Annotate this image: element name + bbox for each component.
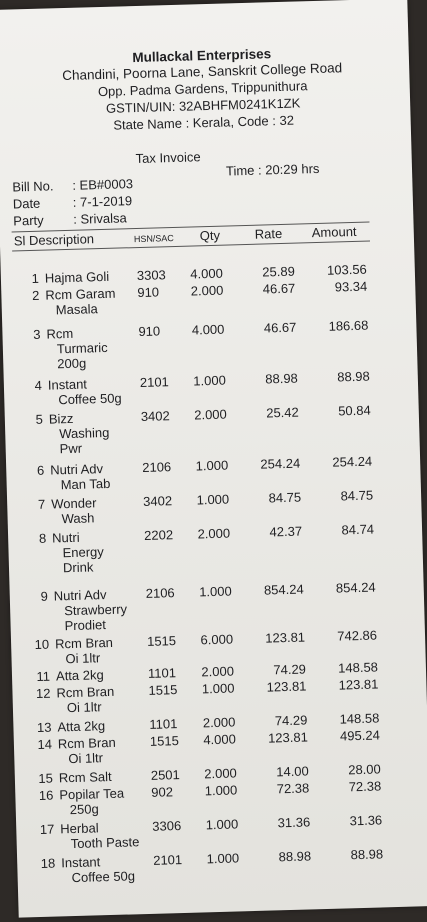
item-description-line: Coffee 50g xyxy=(58,390,122,408)
item-hsn: 3306 xyxy=(152,818,182,834)
item-qty: 2.000 xyxy=(202,714,236,731)
item-description-line: Rcm Bran xyxy=(56,683,115,701)
item-rate: 854.24 xyxy=(263,581,304,598)
item-rate: 123.81 xyxy=(265,629,306,646)
item-description xyxy=(58,734,149,767)
item-description-line: Oi 1ltr xyxy=(66,699,102,716)
item-row xyxy=(10,578,424,634)
item-description-line: Man Tab xyxy=(60,475,111,493)
item-hsn: 2101 xyxy=(153,852,183,868)
item-sl: 14 xyxy=(37,736,53,753)
item-amount: 123.81 xyxy=(338,676,379,693)
column-hsn: HSN/SAC xyxy=(133,233,174,245)
item-amount: 28.00 xyxy=(348,761,381,778)
item-rate: 254.24 xyxy=(260,455,301,472)
item-description-line: Instant xyxy=(47,376,88,393)
item-qty: 1.000 xyxy=(205,816,239,833)
item-description-line: Nutri Adv xyxy=(50,461,104,478)
item-rate: 72.38 xyxy=(276,780,310,797)
item-qty: 1.000 xyxy=(206,850,240,867)
item-amount: 93.34 xyxy=(334,278,368,295)
item-rate: 84.75 xyxy=(268,489,302,506)
item-sl: 6 xyxy=(36,462,45,478)
item-amount: 254.24 xyxy=(332,453,373,470)
item-description-line: Instant xyxy=(61,854,101,871)
item-amount: 88.98 xyxy=(337,368,370,385)
item-rate: 25.89 xyxy=(262,263,296,280)
item-description xyxy=(52,528,143,575)
item-description xyxy=(61,853,152,886)
item-hsn: 2501 xyxy=(150,767,180,783)
state-name: State Name : Kerala, Code : 32 xyxy=(113,112,295,133)
item-rate: 88.98 xyxy=(265,370,299,387)
item-hsn: 1515 xyxy=(149,733,180,749)
item-hsn: 2106 xyxy=(145,585,175,601)
item-hsn: 3402 xyxy=(140,408,170,424)
item-description xyxy=(59,768,149,786)
item-sl: 2 xyxy=(31,287,40,303)
item-hsn: 2101 xyxy=(139,374,169,391)
item-amount: 148.58 xyxy=(339,710,380,727)
item-description-line: Energy xyxy=(62,544,104,561)
item-description-line: 200g xyxy=(57,355,87,372)
item-hsn: 1101 xyxy=(147,665,177,681)
item-hsn: 902 xyxy=(151,784,174,800)
item-description-line: Coffee 50g xyxy=(71,868,136,886)
item-amount: 186.68 xyxy=(328,317,369,334)
item-description xyxy=(45,268,135,286)
item-description-line: Oi 1ltr xyxy=(65,650,101,667)
item-sl: 13 xyxy=(36,719,52,736)
address-line-1: Chandini, Poorna Lane, Sanskrit College Road xyxy=(62,60,343,84)
item-description-line: Rcm xyxy=(46,325,74,342)
item-rate: 74.29 xyxy=(273,661,307,678)
item-rate: 123.81 xyxy=(267,729,309,746)
item-description-line: Drink xyxy=(62,559,94,576)
column-sl-description: Sl Description xyxy=(13,231,95,249)
item-qty: 1.000 xyxy=(193,372,227,389)
item-description-line: Bizz xyxy=(48,410,74,427)
company-name: Mullackal Enterprises xyxy=(132,46,272,66)
item-description xyxy=(45,285,136,318)
item-description xyxy=(51,494,142,527)
bill-label: Bill No. xyxy=(12,178,54,195)
item-description xyxy=(57,717,147,735)
item-description-line: Wonder xyxy=(51,495,97,512)
item-description xyxy=(60,819,151,852)
item-amount: 742.86 xyxy=(337,627,378,644)
item-description-line: Turmaric xyxy=(56,339,108,357)
item-description-line: Rcm Bran xyxy=(54,634,114,652)
column-amount: Amount xyxy=(311,223,357,241)
item-description-line: 250g xyxy=(69,801,99,818)
item-hsn: 910 xyxy=(137,284,160,301)
item-rate: 14.00 xyxy=(276,763,309,780)
item-rate: 42.37 xyxy=(269,523,303,540)
item-amount: 84.74 xyxy=(341,521,375,538)
item-description xyxy=(56,666,146,684)
item-description xyxy=(55,634,146,667)
item-qty: 1.000 xyxy=(204,782,238,799)
address-line-2: Opp. Padma Gardens, Trippunithura xyxy=(97,78,308,100)
item-amount: 495.24 xyxy=(339,727,381,744)
party-value: : Srivalsa xyxy=(73,210,127,227)
item-description xyxy=(48,375,139,408)
item-description-line: Prodiet xyxy=(64,617,107,634)
item-hsn: 1515 xyxy=(148,682,178,698)
item-sl: 16 xyxy=(38,787,54,803)
item-amount: 148.58 xyxy=(337,659,379,676)
item-description-line: Washing xyxy=(59,424,110,442)
item-rate: 46.67 xyxy=(262,280,296,297)
item-description-line: Rcm Garam xyxy=(45,285,116,303)
item-row xyxy=(2,316,416,372)
date-value: : 7-1-2019 xyxy=(72,193,133,210)
item-amount: 854.24 xyxy=(335,579,376,596)
item-sl: 9 xyxy=(40,588,49,604)
item-description-line: Herbal xyxy=(60,820,99,837)
item-description-line: Oi 1ltr xyxy=(68,750,104,767)
item-sl: 4 xyxy=(34,377,43,393)
item-description-line: Masala xyxy=(55,301,98,318)
item-qty: 4.000 xyxy=(190,265,224,282)
item-qty: 4.000 xyxy=(203,731,237,748)
item-hsn: 3402 xyxy=(142,493,173,509)
item-qty: 1.000 xyxy=(201,680,235,697)
item-hsn: 1515 xyxy=(146,633,177,649)
item-hsn: 1101 xyxy=(149,716,178,732)
item-description-line: Popilar Tea xyxy=(59,785,125,803)
item-description xyxy=(59,785,150,818)
item-amount: 103.56 xyxy=(326,261,367,278)
item-qty: 4.000 xyxy=(191,321,225,338)
item-description-line: Pwr xyxy=(59,440,83,457)
date-label: Date xyxy=(12,195,41,212)
item-hsn: 2106 xyxy=(142,459,172,475)
item-rate: 25.42 xyxy=(266,404,299,421)
item-sl: 5 xyxy=(35,411,44,427)
item-description-line: Atta 2kg xyxy=(55,667,104,684)
item-sl: 15 xyxy=(38,770,54,786)
item-sl: 8 xyxy=(38,530,47,546)
item-amount: 84.75 xyxy=(340,487,374,504)
item-sl: 11 xyxy=(36,668,51,685)
item-qty: 1.000 xyxy=(196,491,230,508)
item-rate: 88.98 xyxy=(278,848,312,865)
item-sl: 1 xyxy=(31,270,40,286)
item-sl: 12 xyxy=(35,685,51,702)
item-description xyxy=(46,324,137,371)
item-rate: 46.67 xyxy=(263,319,297,336)
item-rate: 74.29 xyxy=(274,712,308,729)
item-description xyxy=(54,586,145,633)
item-description-line: Rcm Salt xyxy=(58,768,112,786)
item-description xyxy=(56,683,147,716)
item-description-line: Nutri xyxy=(51,529,80,546)
item-sl: 3 xyxy=(33,326,41,342)
item-qty: 6.000 xyxy=(200,631,234,648)
item-description-line: Nutri Adv xyxy=(53,587,107,604)
item-description-line: Rcm Bran xyxy=(57,734,116,752)
item-row xyxy=(1,260,415,286)
item-amount: 50.84 xyxy=(337,402,371,419)
item-qty: 1.000 xyxy=(195,457,229,474)
item-description xyxy=(50,460,141,493)
column-rate: Rate xyxy=(254,225,283,242)
item-qty: 1.000 xyxy=(198,583,232,600)
item-description-line: Tooth Paste xyxy=(70,834,140,852)
bill-value: : EB#0003 xyxy=(72,176,134,193)
item-hsn: 910 xyxy=(138,323,161,340)
item-sl: 17 xyxy=(39,821,55,837)
item-description xyxy=(49,409,140,456)
item-sl: 10 xyxy=(34,636,50,653)
item-hsn: 3303 xyxy=(136,267,166,284)
item-sl: 18 xyxy=(40,855,56,871)
item-qty: 2.000 xyxy=(201,663,235,680)
party-label: Party xyxy=(13,212,44,229)
item-description-line: Hajma Goli xyxy=(44,268,110,286)
item-qty: 2.000 xyxy=(197,525,231,542)
item-description-line: Atta 2kg xyxy=(57,718,106,735)
item-sl: 7 xyxy=(37,496,46,512)
item-qty: 2.000 xyxy=(194,406,227,423)
item-hsn: 2202 xyxy=(143,527,174,543)
item-qty: 2.000 xyxy=(190,282,224,299)
gstin: GSTIN/UIN: 32ABHFM0241K1ZK xyxy=(105,95,301,116)
column-qty: Qty xyxy=(199,227,221,244)
item-rate: 123.81 xyxy=(266,678,307,695)
item-amount: 31.36 xyxy=(349,812,383,829)
item-amount: 72.38 xyxy=(348,778,382,795)
item-rate: 31.36 xyxy=(277,814,311,831)
item-description-line: Wash xyxy=(61,510,95,527)
bill-time: Time : 20:29 hrs xyxy=(225,160,320,179)
item-qty: 2.000 xyxy=(204,765,238,782)
invoice-title: Tax Invoice xyxy=(135,149,201,167)
item-amount: 88.98 xyxy=(350,846,384,863)
item-description-line: Strawberry xyxy=(63,601,128,619)
